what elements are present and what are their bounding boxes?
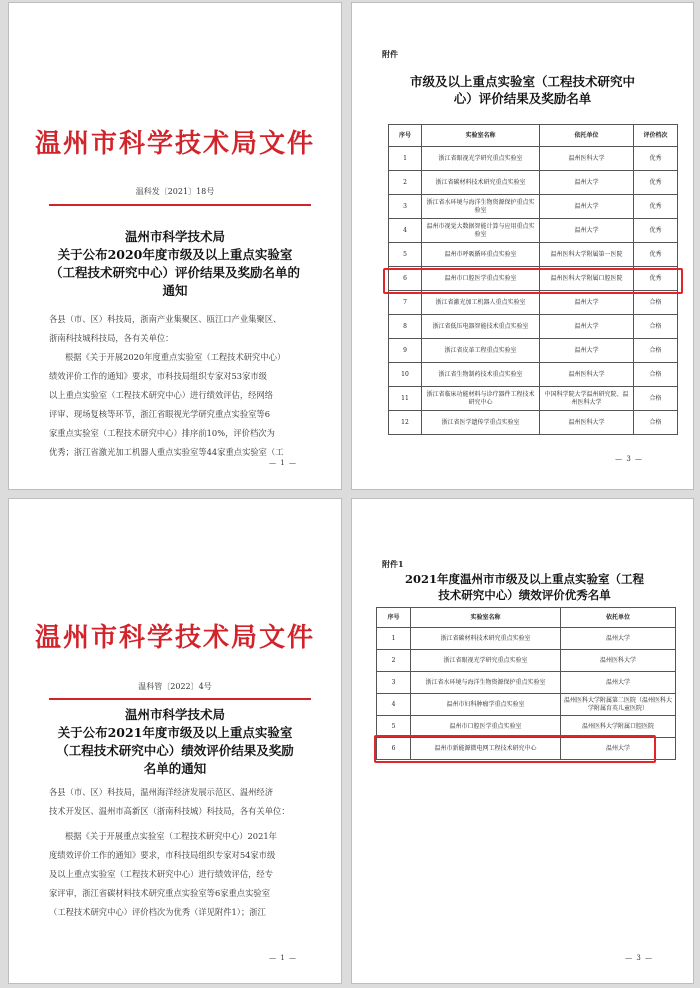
cell-unit: 中国科学院大学温州研究院、温州医科大学 — [540, 387, 634, 411]
cell-name: 温州市呼吸循环重点实验室 — [422, 243, 540, 267]
page-number: — 1 — — [269, 954, 297, 962]
paragraph-line: 及以上重点实验室（工程技术研究中心）进行绩效评估，经专 — [49, 869, 274, 879]
doc-number: 温科发〔2021〕18号 — [135, 187, 215, 196]
page-number: — 3 — — [615, 455, 643, 463]
red-separator-line — [49, 698, 311, 700]
cell-grade: 合格 — [634, 315, 678, 339]
cell-grade: 合格 — [634, 411, 678, 435]
header-lab-name: 实验室名称 — [422, 125, 540, 147]
cell-no: 1 — [389, 147, 422, 171]
cell-no: 2 — [389, 171, 422, 195]
cell-unit: 温州大学 — [540, 171, 634, 195]
paragraph-line: 根据《关于开展重点实验室（工程技术研究中心）2021年 — [65, 831, 277, 841]
cell-grade: 合格 — [634, 291, 678, 315]
cell-name: 浙江省碳材料技术研究重点实验室 — [422, 171, 540, 195]
table-row — [389, 171, 678, 195]
cell-name: 温州市视觉大数据智能计算与应用重点实验室 — [422, 219, 540, 243]
page-4-annex-table — [351, 498, 694, 984]
cell-name: 浙江省皮革工程重点实验室 — [422, 339, 540, 363]
doc-title: 温州市科学技术局文件 — [34, 129, 315, 159]
cell-no: 10 — [389, 363, 422, 387]
table-row — [389, 339, 678, 363]
cell-grade: 优秀 — [634, 219, 678, 243]
cell-unit: 温州医科大学 — [540, 147, 634, 171]
red-separator-line — [49, 204, 311, 206]
table-row — [377, 628, 676, 650]
table-row — [377, 672, 676, 694]
page-3-2022-notice — [8, 498, 342, 984]
paragraph-line: 家评审，浙江省碳材料技术研究重点实验室等6家重点实验室 — [49, 888, 270, 898]
cell-grade: 优秀 — [634, 171, 678, 195]
cell-unit: 温州大学 — [540, 219, 634, 243]
cell-name: 浙江省碳材料技术研究重点实验室 — [411, 628, 561, 650]
cell-grade: 合格 — [634, 339, 678, 363]
annex-label: 附件1 — [382, 559, 404, 569]
cell-no: 6 — [377, 738, 411, 760]
cell-no: 9 — [389, 339, 422, 363]
cell-name: 浙江省生物制药技术重点实验室 — [422, 363, 540, 387]
cell-grade: 优秀 — [634, 147, 678, 171]
header-no: 序号 — [377, 608, 411, 628]
cell-no: 8 — [389, 315, 422, 339]
cell-no: 4 — [389, 219, 422, 243]
cell-no: 5 — [389, 243, 422, 267]
header-unit: 依托单位 — [561, 608, 676, 628]
table-row — [389, 147, 678, 171]
table-row — [389, 195, 678, 219]
cell-name: 温州市口腔医学重点实验室 — [422, 267, 540, 291]
cell-name: 浙江省眼视光学研究重点实验室 — [411, 650, 561, 672]
cell-unit: 温州大学 — [561, 628, 676, 650]
paragraph-line: 度绩效评价工作的通知》要求，市科技局组织专家对54家市级 — [49, 850, 276, 860]
cell-unit: 温州医科大学附属第二医院（温州医科大学附属育英儿童医院） — [561, 694, 676, 716]
cell-no: 3 — [377, 672, 411, 694]
cell-unit: 温州医科大学 — [561, 650, 676, 672]
paragraph-line: 绩效评价工作的通知》要求，市科技局组织专家对53家市级 — [49, 371, 267, 381]
cell-name: 浙江省水环境与海洋生物资源保护重点实验室 — [422, 195, 540, 219]
cell-name: 浙江省水环境与海洋生物资源保护重点实验室 — [411, 672, 561, 694]
paragraph-line: 优秀；浙江省激光加工机器人重点实验室等44家重点实验室（工 — [49, 447, 284, 457]
cell-unit: 温州大学 — [540, 291, 634, 315]
header-lab-name: 实验室名称 — [411, 608, 561, 628]
cell-unit: 温州大学 — [540, 195, 634, 219]
notice-body — [49, 310, 313, 462]
highlight-box-row-6 — [383, 268, 683, 294]
annex-title: 2021年度温州市市级及以上重点实验室（工程 技术研究中心）绩效评价优秀名单 — [404, 572, 644, 602]
cell-no: 3 — [389, 195, 422, 219]
cell-unit: 温州医科大学附属口腔医院 — [540, 267, 634, 291]
addressee-line: 各县（市、区）科技局，浙南产业集聚区、瓯江口产业集聚区、 — [49, 314, 282, 324]
cell-name: 浙江省低压电器智能技术重点实验室 — [422, 315, 540, 339]
addressee-line: 浙南科技城科技局，各有关单位： — [49, 333, 174, 343]
header-grade: 评价档次 — [634, 125, 678, 147]
highlight-box-row-5 — [374, 735, 656, 763]
table-row — [389, 243, 678, 267]
notice-body — [49, 783, 313, 922]
cell-name: 温州市妇科肿瘤学重点实验室 — [411, 694, 561, 716]
annex-title: 市级及以上重点实验室（工程技术研究中 心）评价结果及奖励名单 — [409, 74, 635, 106]
cell-unit: 温州医科大学附属口腔医院 — [561, 716, 676, 738]
addressee-line: 技术开发区、温州市高新区（浙南科技城）科技局，各有关单位： — [49, 806, 290, 816]
header-unit: 依托单位 — [540, 125, 634, 147]
cell-unit: 温州大学 — [561, 738, 676, 760]
cell-unit: 温州医科大学 — [540, 363, 634, 387]
page-1-2021-notice — [8, 2, 342, 490]
cell-name: 浙江省激光加工机器人重点实验室 — [422, 291, 540, 315]
cell-no: 12 — [389, 411, 422, 435]
cell-name: 浙江省临床功能材料与诊疗器件工程技术研究中心 — [422, 387, 540, 411]
doc-title: 温州市科学技术局文件 — [34, 623, 315, 653]
cell-grade: 优秀 — [634, 195, 678, 219]
cell-unit: 温州医科大学 — [540, 411, 634, 435]
cell-grade: 合格 — [634, 387, 678, 411]
cell-no: 5 — [377, 716, 411, 738]
table-row — [389, 291, 678, 315]
table-row — [389, 387, 678, 411]
paragraph-line: 家重点实验室（工程技术研究中心）排序前10%，评价档次为 — [49, 428, 275, 438]
cell-name: 浙江省医学遗传学重点实验室 — [422, 411, 540, 435]
cell-grade: 优秀 — [634, 243, 678, 267]
page-number: — 1 — — [269, 459, 297, 467]
cell-unit: 温州大学 — [561, 672, 676, 694]
cell-grade: 优秀 — [634, 267, 678, 291]
table-row — [389, 315, 678, 339]
page-number: — 3 — — [625, 954, 653, 962]
header-no: 序号 — [389, 125, 422, 147]
table-row — [389, 363, 678, 387]
table-row — [377, 650, 676, 672]
table-header-row — [389, 125, 678, 147]
table-row — [389, 219, 678, 243]
doc-number: 温科管〔2022〕4号 — [138, 682, 212, 691]
table-row — [377, 694, 676, 716]
cell-grade: 合格 — [634, 363, 678, 387]
cell-no: 6 — [389, 267, 422, 291]
paragraph-line: 根据《关于开展2020年度重点实验室（工程技术研究中心） — [65, 352, 286, 362]
paragraph-line: 评审、现场复核等环节，浙江省眼视光学研究重点实验室等6 — [49, 409, 270, 419]
addressee-line: 各县（市、区）科技局，温州海洋经济发展示范区、温州经济 — [49, 787, 274, 797]
cell-unit: 温州医科大学附属第一医院 — [540, 243, 634, 267]
cell-name: 温州市口腔医学重点实验室 — [411, 716, 561, 738]
annex-label: 附件 — [382, 49, 398, 59]
page-2-annex-table — [351, 2, 694, 490]
paragraph-line: （工程技术研究中心）评价档次为优秀（详见附件1）；浙江 — [49, 907, 266, 917]
notice-title: 温州市科学技术局 关于公布2020年度市级及以上重点实验室 （工程技术研究中心）评价结果及奖励名单的 通知 — [49, 229, 300, 298]
cell-no: 1 — [377, 628, 411, 650]
cell-no: 2 — [377, 650, 411, 672]
cell-no: 11 — [389, 387, 422, 411]
paragraph-line: 以上重点实验室（工程技术研究中心）进行绩效评估，经网络 — [49, 390, 274, 400]
cell-name: 温州市新能源微电网工程技术研究中心 — [411, 738, 561, 760]
table-header-row — [377, 608, 676, 628]
cell-unit: 温州大学 — [540, 315, 634, 339]
cell-no: 4 — [377, 694, 411, 716]
notice-title: 温州市科学技术局 关于公布2021年度市级及以上重点实验室 （工程技术研究中心）绩效评价结果及奖励 名单的通知 — [56, 707, 294, 776]
cell-no: 7 — [389, 291, 422, 315]
cell-unit: 温州大学 — [540, 339, 634, 363]
table-row — [389, 411, 678, 435]
cell-name: 浙江省眼视光学研究重点实验室 — [422, 147, 540, 171]
